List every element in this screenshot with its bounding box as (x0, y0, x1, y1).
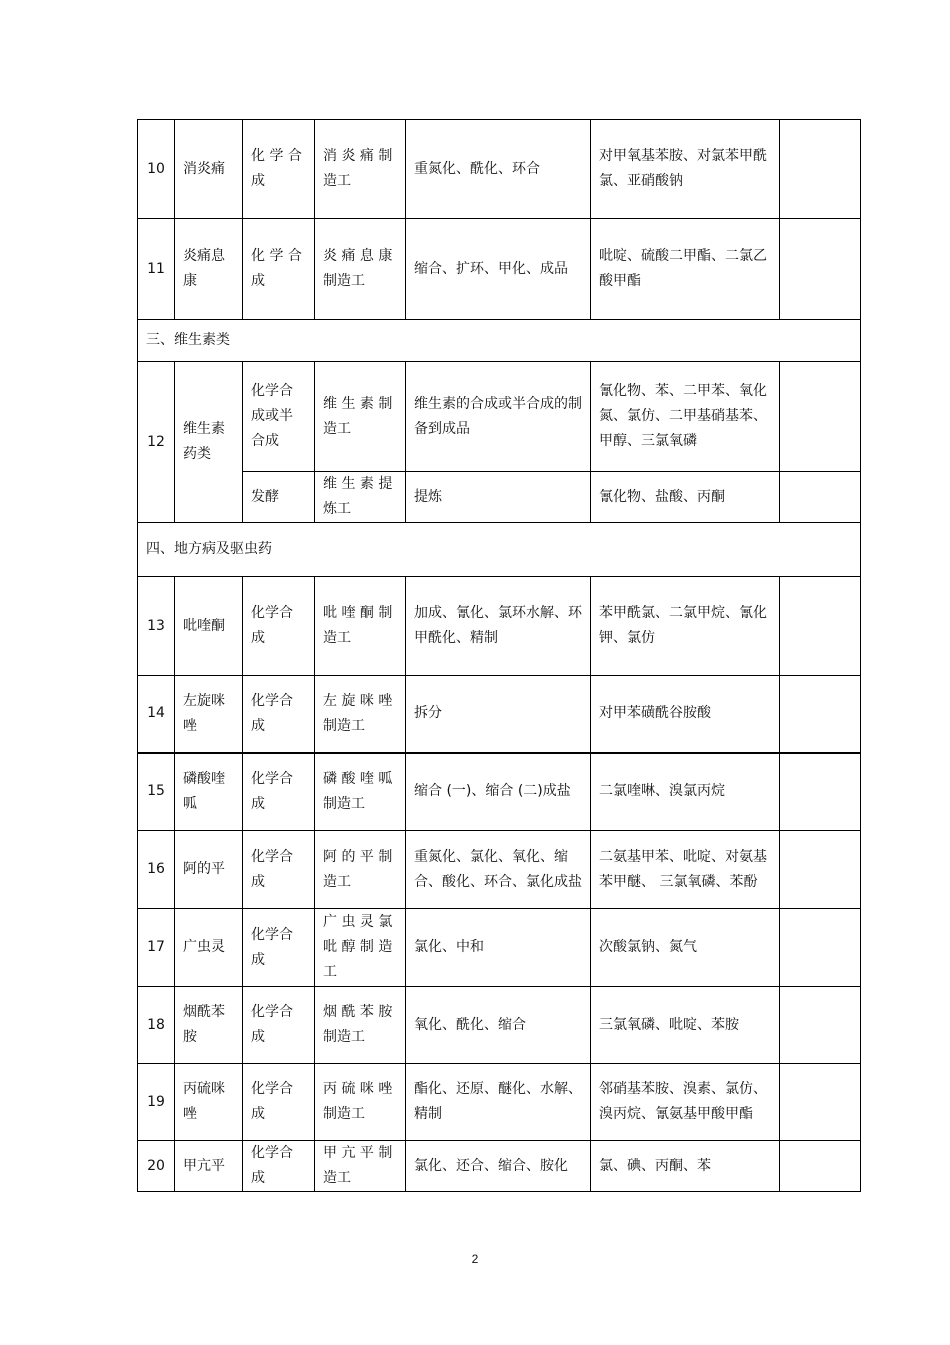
table-row (138, 676, 861, 753)
drug-name: 广虫灵 (175, 909, 243, 987)
row-number: 16 (138, 831, 175, 909)
process-steps: 氯化、中和 (406, 909, 591, 987)
drug-name: 消炎痛 (175, 120, 243, 219)
table-row (138, 362, 861, 472)
drug-name: 维生素药类 (175, 362, 243, 523)
job-title: 阿 的 平 制 造工 (315, 831, 406, 909)
process-steps: 重氮化、酰化、环合 (406, 120, 591, 219)
row-number: 15 (138, 753, 175, 831)
table-row (138, 987, 861, 1064)
job-title: 左 旋 咪 唑 制造工 (315, 676, 406, 753)
table-row (138, 831, 861, 909)
raw-materials: 次酸氯钠、氮气 (591, 909, 780, 987)
note-cell (780, 753, 861, 831)
production-method: 化学合成 (243, 1141, 315, 1192)
note-cell (780, 987, 861, 1064)
row-number: 18 (138, 987, 175, 1064)
page-number: 2 (471, 1252, 479, 1266)
job-title: 炎 痛 息 康 制造工 (315, 219, 406, 320)
row-number: 13 (138, 577, 175, 676)
table-row (138, 753, 861, 831)
row-number: 12 (138, 362, 175, 523)
drug-name: 吡喹酮 (175, 577, 243, 676)
process-steps: 加成、氰化、氯环水解、环甲酰化、精制 (406, 577, 591, 676)
job-title: 广 虫 灵 氯 吡 醇 制 造工 (315, 909, 406, 987)
table-row (138, 1141, 861, 1192)
raw-materials: 氰化物、苯、二甲苯、氧化氮、氯仿、二甲基硝基苯、甲醇、三氯氧磷 (591, 362, 780, 472)
process-steps: 缩合、扩环、甲化、成品 (406, 219, 591, 320)
process-steps: 重氮化、氯化、氧化、缩合、酸化、环合、氯化成盐 (406, 831, 591, 909)
raw-materials: 二氯喹啉、溴氯丙烷 (591, 753, 780, 831)
table-row (138, 472, 861, 523)
table-row (138, 909, 861, 987)
note-cell (780, 219, 861, 320)
production-method: 化学合成 (243, 831, 315, 909)
drug-name: 甲亢平 (175, 1141, 243, 1192)
section-row (138, 523, 861, 577)
job-title: 丙 硫 咪 唑 制造工 (315, 1064, 406, 1141)
note-cell (780, 120, 861, 219)
production-method: 化学合成 (243, 987, 315, 1064)
process-steps: 氧化、酰化、缩合 (406, 987, 591, 1064)
job-title: 消 炎 痛 制 造工 (315, 120, 406, 219)
table-row (138, 219, 861, 320)
drug-process-table (137, 119, 861, 1192)
job-title: 维 生 素 提 炼工 (315, 472, 406, 523)
note-cell (780, 472, 861, 523)
production-method: 化 学 合 成 (243, 120, 315, 219)
section-heading: 四、地方病及驱虫药 (138, 523, 861, 577)
raw-materials: 二氨基甲苯、吡啶、对氨基苯甲醚、 三氯氧磷、苯酚 (591, 831, 780, 909)
drug-name: 磷酸喹呱 (175, 753, 243, 831)
raw-materials: 对甲苯磺酰谷胺酸 (591, 676, 780, 753)
table-row (138, 577, 861, 676)
note-cell (780, 362, 861, 472)
table-row (138, 1064, 861, 1141)
job-title: 烟 酰 苯 胺 制造工 (315, 987, 406, 1064)
drug-name: 烟酰苯胺 (175, 987, 243, 1064)
row-number: 11 (138, 219, 175, 320)
process-steps: 氯化、还合、缩合、胺化 (406, 1141, 591, 1192)
production-method: 化学合成或半合成 (243, 362, 315, 472)
section-row (138, 320, 861, 362)
table-row (138, 120, 861, 219)
job-title: 甲 亢 平 制 造工 (315, 1141, 406, 1192)
drug-name: 左旋咪唑 (175, 676, 243, 753)
process-steps: 缩合 (一)、缩合 (二)成盐 (406, 753, 591, 831)
row-number: 20 (138, 1141, 175, 1192)
process-steps: 拆分 (406, 676, 591, 753)
row-number: 10 (138, 120, 175, 219)
raw-materials: 对甲氧基苯胺、对氯苯甲酰氯、亚硝酸钠 (591, 120, 780, 219)
process-steps: 提炼 (406, 472, 591, 523)
row-number: 19 (138, 1064, 175, 1141)
raw-materials: 吡啶、硫酸二甲酯、二氯乙酸甲酯 (591, 219, 780, 320)
drug-name: 丙硫咪唑 (175, 1064, 243, 1141)
note-cell (780, 909, 861, 987)
production-method: 化学合成 (243, 676, 315, 753)
process-steps: 酯化、还原、醚化、水解、精制 (406, 1064, 591, 1141)
row-number: 17 (138, 909, 175, 987)
production-method: 发酵 (243, 472, 315, 523)
section-heading: 三、维生素类 (138, 320, 861, 362)
production-method: 化学合成 (243, 909, 315, 987)
note-cell (780, 1141, 861, 1192)
row-number: 14 (138, 676, 175, 753)
note-cell (780, 676, 861, 753)
job-title: 吡 喹 酮 制 造工 (315, 577, 406, 676)
production-method: 化 学 合 成 (243, 219, 315, 320)
note-cell (780, 1064, 861, 1141)
production-method: 化学合成 (243, 1064, 315, 1141)
raw-materials: 邻硝基苯胺、溴素、氯仿、溴丙烷、氰氨基甲酸甲酯 (591, 1064, 780, 1141)
raw-materials: 氰化物、盐酸、丙酮 (591, 472, 780, 523)
raw-materials: 三氯氧磷、吡啶、苯胺 (591, 987, 780, 1064)
job-title: 维 生 素 制 造工 (315, 362, 406, 472)
production-method: 化学合成 (243, 753, 315, 831)
raw-materials: 苯甲酰氯、二氯甲烷、氰化钾、氯仿 (591, 577, 780, 676)
job-title: 磷 酸 喹 呱 制造工 (315, 753, 406, 831)
note-cell (780, 577, 861, 676)
note-cell (780, 831, 861, 909)
drug-name: 炎痛息康 (175, 219, 243, 320)
drug-name: 阿的平 (175, 831, 243, 909)
production-method: 化学合成 (243, 577, 315, 676)
process-steps: 维生素的合成或半合成的制备到成品 (406, 362, 591, 472)
raw-materials: 氯、碘、丙酮、苯 (591, 1141, 780, 1192)
